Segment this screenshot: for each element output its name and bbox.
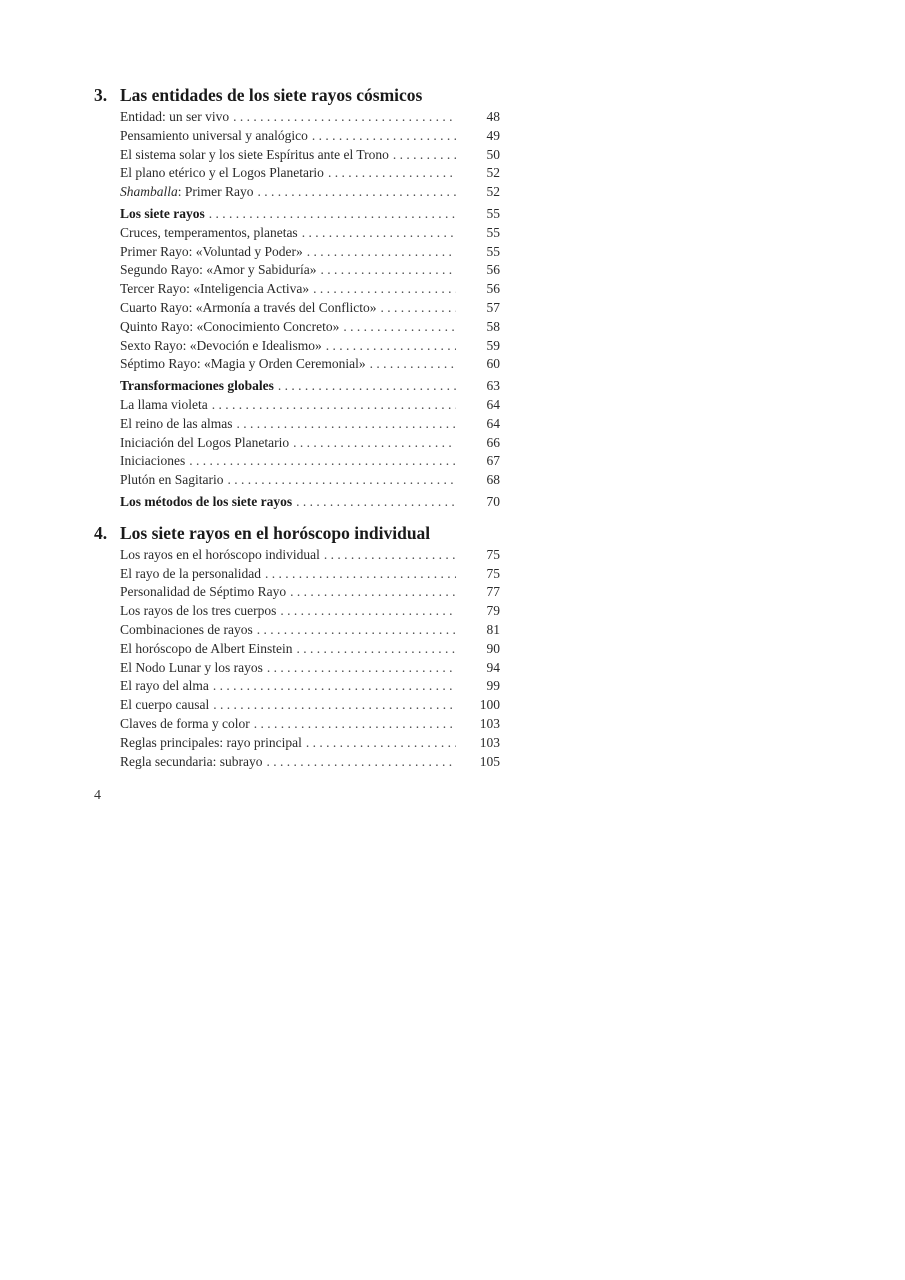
dot-leader (228, 471, 457, 490)
toc-entry-page: 55 (486, 205, 500, 221)
toc-entry-page: 77 (486, 584, 500, 600)
toc-entry-page: 90 (486, 640, 500, 656)
toc-entry-page: 52 (486, 165, 500, 181)
toc-entry-page: 103 (479, 715, 500, 731)
toc-entry (120, 396, 500, 415)
toc-entry-label: Los rayos de los tres cuerpos (120, 603, 277, 619)
toc-entry (120, 183, 500, 202)
dot-leader (302, 224, 456, 243)
toc-entry-page: 75 (486, 546, 500, 562)
toc-entry (120, 696, 500, 715)
toc-entry (120, 753, 500, 772)
toc-entry-label: Regla secundaria: subrayo (120, 753, 263, 769)
toc-entry (120, 734, 500, 753)
toc-entry (120, 452, 500, 471)
toc-entry-page: 48 (486, 109, 500, 124)
toc-entry-page: 81 (486, 621, 500, 637)
toc-entry-page: 100 (479, 697, 500, 713)
dot-leader (212, 396, 456, 415)
toc-entry-page: 75 (486, 565, 500, 581)
toc-entry-page: 57 (486, 299, 500, 315)
toc-entry-label: Tercer Rayo: «Inteligencia Activa» (120, 281, 310, 297)
toc-entry-label: Los rayos en el horóscopo individual (120, 546, 320, 562)
toc-entry-page: 49 (486, 127, 500, 143)
toc-entry-page: 64 (486, 396, 500, 412)
toc-section-group (94, 493, 500, 512)
toc-section-group (94, 205, 500, 374)
dot-leader (307, 243, 456, 262)
toc-entry-label: Personalidad de Séptimo Rayo (120, 584, 287, 600)
dot-leader (370, 355, 456, 374)
toc-entry-label: Sexto Rayo: «Devoción e Idealismo» (120, 337, 322, 353)
toc-section-heading (120, 205, 500, 224)
toc-entry-label: La llama violeta (120, 396, 208, 412)
chapter-block (94, 522, 500, 772)
toc-entry-label-italic: Shamballa (120, 184, 178, 200)
toc-entry-page: 63 (486, 378, 500, 394)
toc-entry (120, 565, 500, 584)
toc-entry-label: El cuerpo causal (120, 697, 210, 713)
toc-section-heading (120, 377, 500, 396)
chapter-block (94, 84, 500, 512)
dot-leader (278, 377, 456, 396)
toc-entry (120, 280, 500, 299)
dot-leader (265, 565, 456, 584)
toc-entry-page: 103 (479, 734, 500, 750)
toc-entry-label: Los métodos de los siete rayos (120, 493, 293, 509)
toc-entry (120, 434, 500, 453)
toc-entry (120, 108, 500, 127)
toc-section-heading (120, 493, 500, 512)
toc-entry-label: El rayo de la personalidad (120, 565, 261, 581)
toc-entry (120, 299, 500, 318)
toc-entry-label: Claves de forma y color (120, 715, 250, 731)
toc-entry-label: Entidad: un ser vivo (120, 109, 230, 124)
dot-leader (324, 546, 456, 565)
dot-leader (296, 493, 456, 512)
toc-entry-page: 58 (486, 318, 500, 334)
toc-entry-label: El horóscopo de Albert Einstein (120, 640, 293, 656)
toc-entry-label: El sistema solar y los siete Espíritus ante el Trono (120, 146, 389, 162)
toc-entry-label: El plano etérico y el Logos Planetario (120, 165, 324, 181)
toc-entry-page: 59 (486, 337, 500, 353)
dot-leader (313, 280, 456, 299)
toc-entry-label: Séptimo Rayo: «Magia y Orden Ceremonial» (120, 356, 366, 372)
toc-entry-page: 52 (486, 184, 500, 200)
dot-leader (343, 318, 456, 337)
toc-entry-page: 79 (486, 603, 500, 619)
toc-section-group (94, 108, 500, 202)
chapter-number: 3. (94, 85, 108, 105)
toc-entry (120, 715, 500, 734)
toc-entry-page: 50 (486, 146, 500, 162)
toc-entry-label: Cruces, temperamentos, planetas (120, 224, 298, 240)
dot-leader (236, 415, 456, 434)
dot-leader (312, 127, 456, 146)
dot-leader (209, 205, 456, 224)
toc-entry (120, 640, 500, 659)
toc-entry (120, 621, 500, 640)
dot-leader (320, 261, 456, 280)
toc-entry-label: Pensamiento universal y analógico (120, 127, 308, 143)
chapter-title: Las entidades de los siete rayos cósmicos (120, 85, 423, 105)
toc-entry-label (120, 183, 254, 202)
toc-entry (120, 583, 500, 602)
toc-entry (120, 224, 500, 243)
toc-entry-page: 64 (486, 415, 500, 431)
dot-leader (267, 659, 456, 678)
dot-leader (189, 452, 456, 471)
dot-leader (266, 753, 456, 772)
toc-entry-page: 70 (486, 493, 500, 509)
toc-entry-page: 56 (486, 281, 500, 297)
dot-leader (213, 677, 456, 696)
toc-entry (120, 146, 500, 165)
toc-entry (120, 337, 500, 356)
toc-entry (120, 164, 500, 183)
toc-entry (120, 677, 500, 696)
toc-entry-label: El Nodo Lunar y los rayos (120, 659, 263, 675)
toc-entry-label: Iniciación del Logos Planetario (120, 434, 290, 450)
toc-entry-page: 99 (486, 678, 500, 694)
toc-entry (120, 243, 500, 262)
toc-entry (120, 659, 500, 678)
toc-entry-label: El reino de las almas (120, 415, 233, 431)
toc-entry-page: 60 (486, 356, 500, 372)
toc-entry-page: 67 (486, 453, 500, 469)
toc-entry (120, 471, 500, 490)
toc-entry-label: Transformaciones globales (120, 378, 274, 394)
dot-leader (213, 696, 456, 715)
dot-leader (257, 621, 456, 640)
dot-leader (280, 602, 456, 621)
dot-leader (326, 337, 456, 356)
dot-leader (380, 299, 456, 318)
toc-entry-label: Reglas principales: rayo principal (120, 734, 302, 750)
toc-entry-label-rest: : Primer Rayo (177, 184, 254, 200)
chapter-heading (94, 84, 500, 106)
toc-entry-label: El rayo del alma (120, 678, 209, 694)
chapter-number: 4. (94, 522, 108, 543)
toc-section-group (94, 377, 500, 490)
toc-entry (120, 602, 500, 621)
dot-leader (328, 164, 456, 183)
toc-entry-label: Plutón en Sagitario (120, 472, 224, 488)
toc-entry-page: 55 (486, 243, 500, 259)
chapter-title: Los siete rayos en el horóscopo individual (120, 522, 431, 543)
toc-entry (120, 261, 500, 280)
toc-entry-page: 105 (479, 753, 500, 769)
toc-entry-label: Combinaciones de rayos (120, 621, 253, 637)
toc-entry-label: Los siete rayos (120, 205, 205, 221)
dot-leader (293, 434, 456, 453)
toc-entry-label: Primer Rayo: «Voluntad y Poder» (120, 243, 303, 259)
toc-entry-label: Segundo Rayo: «Amor y Sabiduría» (120, 262, 317, 278)
dot-leader (393, 146, 456, 165)
toc-entry (120, 355, 500, 374)
toc-entry-page: 66 (486, 434, 500, 450)
dot-leader (306, 734, 456, 753)
toc-entry-page: 94 (486, 659, 500, 675)
toc-entry (120, 415, 500, 434)
toc-entry (120, 318, 500, 337)
dot-leader (258, 183, 456, 202)
dot-leader (233, 108, 456, 127)
dot-leader (296, 640, 456, 659)
chapter-heading (94, 522, 500, 544)
toc-entry-page: 55 (486, 224, 500, 240)
toc-entry-page: 56 (486, 262, 500, 278)
table-of-contents (94, 84, 500, 771)
dot-leader (290, 583, 456, 602)
dot-leader (254, 715, 456, 734)
toc-entry-label: Iniciaciones (120, 453, 186, 469)
page-number: 4 (94, 788, 101, 803)
toc-entry (120, 127, 500, 146)
toc-entry-page: 68 (486, 472, 500, 488)
toc-entry-label: Cuarto Rayo: «Armonía a través del Conflicto» (120, 299, 377, 315)
toc-entry (120, 546, 500, 565)
toc-section-group (94, 546, 500, 772)
toc-entry-label: Quinto Rayo: «Conocimiento Concreto» (120, 318, 340, 334)
